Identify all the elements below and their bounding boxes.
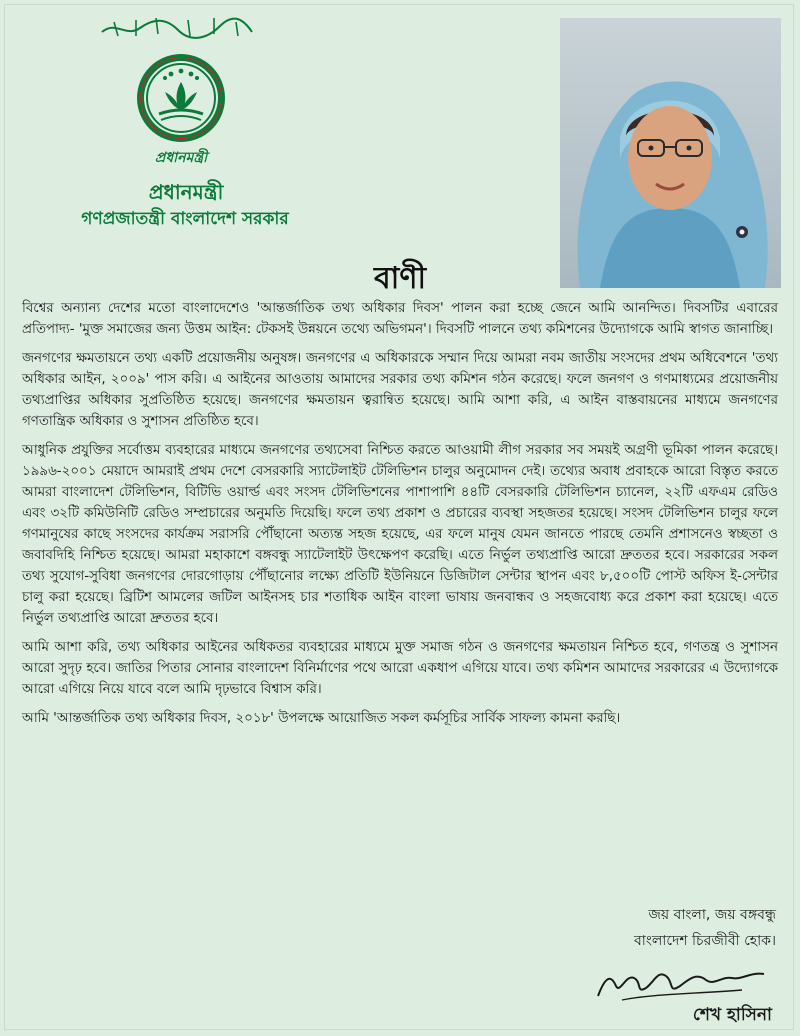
paragraph-3: আধুনিক প্রযুক্তির সর্বোত্তম ব্যবহারের মাধ্যমে জনগণের তথ্যসেবা নিশ্চিত করতে আওয়ামী লীগ সরকার সব সময়ই অগ্রণী ভূমিকা পালন করেছে। ১৯৯৬-২০০১ মেয়াদে আমরাই প্রথম দেশে বেসরকারি স্যাটেলাইট টেলিভিশন চালুর অনুমোদন দেই। তথ্যের অবাধ প্রবাহকে আরো বিস্তৃত করতে আমরা বাংলাদেশ টেলিভিশন, বিটিভি ওয়ার্ল্ড এবং সংসদ টেলিভিশনের পাশাপাশি ৪৪টি বেসরকারি টেলিভিশন চ্যানেল, ২২টি এফএম রেডিও এবং ৩২টি কমিউনিটি রেডিও সম্প্রচারের অনুমতি দিয়েছি। ফলে তথ্য প্রকাশ ও প্রচারের ব্যবস্থা সহজতর হয়েছে। সংসদ টেলিভিশন চালুর ফলে গণমানুষের কাছে সংসদের কার্যক্রম সরাসরি পৌঁছানো অত্যন্ত সহজ হয়েছে, এর ফলে মানুষ যেমন জানতে পারছে তেমনি প্রশাসনেও স্বচ্ছতা ও জবাবদিহি নিশ্চিত হয়েছে। আমরা মহাকাশে বঙ্গবন্ধু স্যাটেলাইট উৎক্ষেপণ করেছি। এতে নির্ভুল তথ্যপ্রাপ্তি আরো দ্রুততর হবে। সরকারের সকল তথ্য সুযোগ-সুবিধা জনগণের দোরগোড়ায় পৌঁছানোর লক্ষ্যে প্রতিটি ইউনিয়নে ডিজিটাল সেন্টার স্থাপন এবং ৮,৫০০টি পোস্ট অফিস ই-সেন্টার চালু করা হয়েছে। ব্রিটিশ আমলের জটিল আইনসহ চার শতাধিক আইন বাংলা ভাষায় জনবান্ধব ও সহজবোধ্য করে প্রকাশ করা হয়েছে। এতে নির্ভুল তথ্যপ্রাপ্তি আরো দ্রুততর হবে। [22,443,778,626]
government-emblem [135,52,227,144]
office-subtitle: গণপ্রজাতন্ত্রী বাংলাদেশ সরকার [81,209,289,229]
calligraphy-icon [96,10,256,44]
closing-line-2: বাংলাদেশ চিরজীবী হোক। [633,933,776,949]
emblem-icon [135,52,227,144]
handwritten-signature [592,960,772,1006]
emblem-caption: প্রধানমন্ত্রী [154,150,208,166]
paragraph-1: বিশ্বের অন্যান্য দেশের মতো বাংলাদেশেও 'আন্তর্জাতিক তথ্য অধিকার দিবস' পালন করা হচ্ছে জেনে আমি আনন্দিত। দিবসটির এবারের প্রতিপাদ্য- 'মুক্ত সমাজের জন্য উত্তম আইন: টেকসই উন্নয়নে তথ্যে অভিগমন'। দিবসটি পালনে তথ্য কমিশনের উদ্যোগকে আমি স্বাগত জানাচ্ছি। [22,301,778,337]
message-body [22,298,778,737]
message-heading: বাণী [373,261,427,296]
paragraph-5: আমি 'আন্তর্জাতিক তথ্য অধিকার দিবস, ২০১৮' উপলক্ষে আয়োজিত সকল কর্মসূচির সার্বিক সাফল্য কামনা করছি। [22,711,621,726]
paragraph-4: আমি আশা করি, তথ্য অধিকার আইনের অধিকতর ব্যবহারের মাধ্যমে মুক্ত সমাজ গঠন ও জনগণের ক্ষমতায়ন নিশ্চিত হবে, গণতন্ত্র ও সুশাসন আরো সুদৃঢ় হবে। জাতির পিতার সোনার বাংলাদেশ বিনির্মাণের পথে আরো একধাপ এগিয়ে যাবে। তথ্য কমিশন আমাদের সরকারের এ উদ্যোগকে আরো এগিয়ে নিয়ে যাবে বলে আমি দৃঢ়ভাবে বিশ্বাস করি। [22,640,778,697]
closing-line-1: জয় বাংলা, জয় বঙ্গবন্ধু [648,907,776,923]
bismillah-calligraphy [96,10,256,44]
paragraph-2: জনগণের ক্ষমতায়নে তথ্য একটি প্রয়োজনীয় অনুষঙ্গ। জনগণের এ অধিকারকে সম্মান দিয়ে আমরা নবম জাতীয় সংসদের প্রথম অধিবেশনে 'তথ্য অধিকার আইন, ২০০৯' পাস করি। এ আইনের আওতায় আমাদের সরকার তথ্য কমিশন গঠন করেছে। ফলে জনগণ ও গণমাধ্যমের প্রয়োজনীয় তথ্যপ্রাপ্তির অধিকার সুপ্রতিষ্ঠিত হয়েছে। জনগণের ক্ষমতায়ন ত্বরান্বিত হয়েছে। আমি আশা করি, এ আইন বাস্তবায়নের মাধ্যমে জনগণের গণতান্ত্রিক অধিকার ও সুশাসন প্রতিষ্ঠিত হবে। [22,351,778,429]
office-title: প্রধানমন্ত্রী [148,180,224,204]
signature-icon [592,960,772,1006]
portrait-icon [560,18,781,288]
signatory-name: শেখ হাসিনা [692,1005,772,1025]
closing-lines [634,902,776,954]
portrait-photo [560,18,781,288]
